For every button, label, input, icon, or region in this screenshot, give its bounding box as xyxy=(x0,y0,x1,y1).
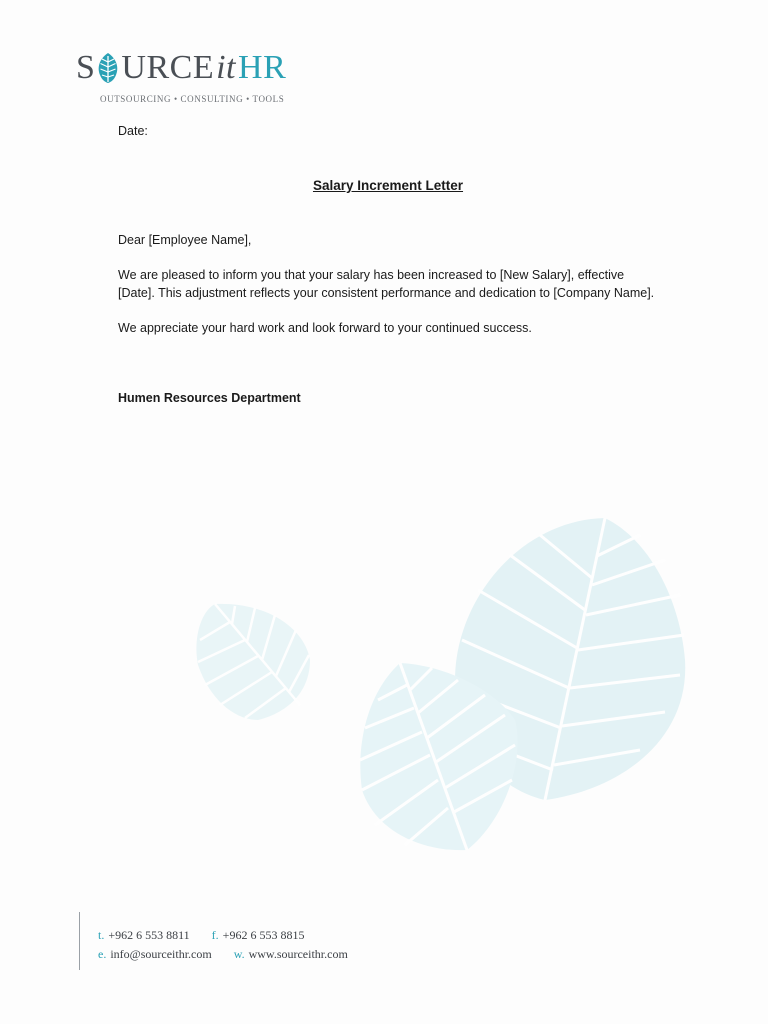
salutation: Dear [Employee Name], xyxy=(118,233,252,247)
email-key: e. xyxy=(98,947,107,961)
leaf-icon xyxy=(196,604,310,720)
leaf-icon xyxy=(96,52,120,84)
letter-body xyxy=(118,122,658,407)
website-url: www.sourceithr.com xyxy=(248,947,348,961)
email-address: info@sourceithr.com xyxy=(110,947,212,961)
phone-key: t. xyxy=(98,928,105,942)
logo-letters-hr: HR xyxy=(238,49,287,86)
footer-fax xyxy=(212,926,305,945)
footer-email xyxy=(98,945,212,964)
company-logo xyxy=(76,50,286,104)
leaf-icon xyxy=(455,518,685,800)
body-paragraph: We appreciate your hard work and look forward to your continued success. xyxy=(118,321,532,335)
letter-title: Salary Increment Letter xyxy=(312,178,464,193)
phone-number: +962 6 553 8811 xyxy=(108,928,190,942)
signature: Humen Resources Department xyxy=(118,391,301,405)
footer-row xyxy=(98,926,348,945)
date-label: Date: xyxy=(118,124,148,138)
logo-letters-it: it xyxy=(216,49,237,86)
footer-web xyxy=(234,945,348,964)
footer-divider xyxy=(79,912,80,970)
footer-row xyxy=(98,945,348,964)
fax-number: +962 6 553 8815 xyxy=(222,928,305,942)
body-paragraph: We are pleased to inform you that your salary has been increased to [New Salary], effective [Date]. This adjustment reflects your consistent performance and dedication to [Company Name]. xyxy=(118,268,655,300)
web-key: w. xyxy=(233,947,245,961)
footer-contacts xyxy=(98,926,348,964)
footer-phone xyxy=(98,926,190,945)
leaf-icon xyxy=(360,663,518,850)
logo-letters-urce: URCE xyxy=(121,49,215,86)
fax-key: f. xyxy=(211,928,219,942)
logo-tagline: OUTSOURCING • CONSULTING • TOOLS xyxy=(100,94,285,104)
logo-letter-s: S xyxy=(76,49,96,86)
logo-wordmark xyxy=(76,50,286,86)
